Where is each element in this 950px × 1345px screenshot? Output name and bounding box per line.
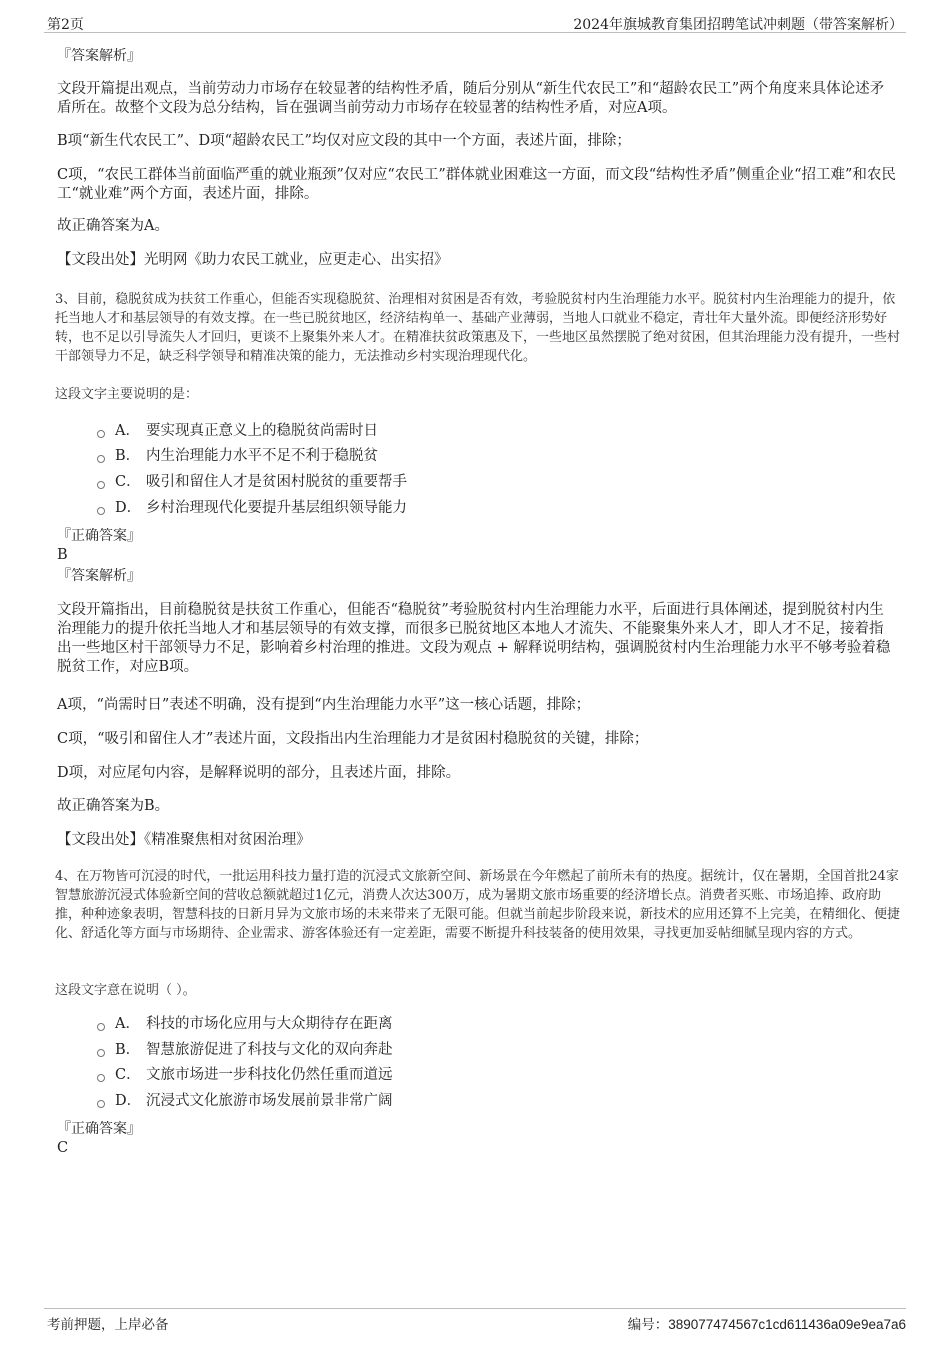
q3-analysis-label: 『答案解析』 — [57, 568, 141, 584]
option-text: 内生治理能力水平不足不利于稳脱贫 — [146, 448, 378, 464]
q3-answer-label: 『正确答案』 — [57, 528, 141, 544]
radio-button-icon[interactable] — [97, 1100, 105, 1108]
q4-stem: 4、在万物皆可沉浸的时代，一批运用科技力量打造的沉浸式文旅新空间、新场景在今年燃起了前所未有的热度。据统计，仅在暑期，全国首批24家智慧旅游沉浸式体验新空间的营收总额就超过1亿元，消费人次达300万，成为暑期文旅市场重要的经济增长点。消费者买账、市场追捧、政府助推，种种迹象表明，智慧科技的日新月异为文旅市场的未来带来了无限可能。但就当前起步阶段来说，新技术的应用还算不上完美，在精细化、便捷化、舒适化等方面与市场期待、企业需求、游客体验还有一定差距，需要不断提升科技装备的使用效果，寻找更加妥帖细腻呈现内容的方式。 — [55, 869, 901, 941]
footer-slogan: 考前押题，上岸必备 — [47, 1317, 169, 1333]
option-text: 乡村治理现代化要提升基层组织领导能力 — [146, 500, 407, 516]
option-text: 文旅市场进一步科技化仍然任重而道远 — [146, 1067, 393, 1083]
radio-button-icon[interactable] — [97, 1074, 105, 1082]
q2-source: 【文段出处】光明网《助力农民工就业，应更走心、出实招》 — [57, 252, 449, 268]
q3-analysis-p2: A项，“尚需时日”表述不明确，没有提到“内生治理能力水平”这一核心话题，排除； — [57, 697, 591, 713]
q3-option-a[interactable]: A． 要实现真正意义上的稳脱贫尚需时日 — [97, 422, 378, 440]
q2-analysis-p1: 文段开篇提出观点，当前劳动力市场存在较显著的结构性矛盾，随后分别从“新生代农民工”和“超龄农民工”两个角度来具体论述矛盾所在。故整个文段为总分结构，旨在强调当前劳动力市场存在较显著的结构性矛盾，对应A项。 — [57, 81, 885, 116]
footer-divider — [44, 1308, 906, 1309]
document-code: 编号：389077474567c1cd611436a09e9ea7a6 — [627, 1317, 906, 1333]
q4-answer-label: 『正确答案』 — [57, 1121, 141, 1137]
q2-analysis-label: 『答案解析』 — [57, 48, 141, 64]
q3-prompt: 这段文字主要说明的是： — [55, 387, 199, 402]
q4-option-b[interactable]: B． 智慧旅游促进了科技与文化的双向奔赴 — [97, 1041, 393, 1059]
q4-prompt: 这段文字意在说明（ ）。 — [55, 983, 196, 998]
q2-analysis-p2: B项“新生代农民工”、D项“超龄农民工”均仅对应文段的其中一个方面，表述片面，排除； — [57, 133, 631, 149]
document-title: 2024年旗城教育集团招聘笔试冲刺题（带答案解析） — [573, 17, 903, 33]
q3-answer: B — [57, 547, 68, 563]
radio-button-icon[interactable] — [97, 507, 105, 515]
radio-button-icon[interactable] — [97, 1023, 105, 1031]
page-number: 第2页 — [47, 17, 84, 33]
q4-option-c[interactable]: C． 文旅市场进一步科技化仍然任重而道远 — [97, 1066, 393, 1084]
q3-conclusion: 故正确答案为B。 — [57, 798, 170, 814]
q3-analysis-p4: D项，对应尾句内容，是解释说明的部分，且表述片面，排除。 — [57, 765, 461, 781]
q3-analysis-p1: 文段开篇指出，目前稳脱贫是扶贫工作重心，但能否“稳脱贫”考验脱贫村内生治理能力水平，后面进行具体阐述，提到脱贫村内生治理能力的提升依托当地人才和基层领导的有效支撑，而很多已脱贫地区本地人才流失、不能聚集外来人才，即人才不足，接着指出一些地区村干部领导力不足，影响着乡村治理的推进。文段为观点 + 解释说明结构，强调脱贫村内生治理能力水平不够考验着稳脱贫工作，对应B项。 — [57, 602, 891, 675]
radio-button-icon[interactable] — [97, 1049, 105, 1057]
q3-stem: 3、目前，稳脱贫成为扶贫工作重心，但能否实现稳脱贫、治理相对贫困是否有效，考验脱贫村内生治理能力水平。脱贫村内生治理能力的提升，依托当地人才和基层领导的有效支撑。在一些已脱贫地区，经济结构单一、基础产业薄弱，当地人口就业不稳定，青壮年大量外流。即便经济形势好转，也不足以引导流失人才回归，更谈不上聚集外来人才。在精准扶贫政策惠及下，一些地区虽然摆脱了绝对贫困，但其治理能力没有提升，一些村干部领导力不足，缺乏科学领导和精准决策的能力，无法推动乡村实现治理现代化。 — [55, 292, 901, 364]
q4-answer: C — [57, 1140, 69, 1156]
option-text: 智慧旅游促进了科技与文化的双向奔赴 — [146, 1042, 393, 1058]
q2-analysis-p3: C项，“农民工群体当前面临严重的就业瓶颈”仅对应“农民工”群体就业困难这一方面，而文段“结构性矛盾”侧重企业“招工难”和农民工“就业难”两个方面，表述片面，排除。 — [57, 167, 896, 202]
q4-option-d[interactable]: D． 沉浸式文化旅游市场发展前景非常广阔 — [97, 1092, 393, 1110]
q3-option-c[interactable]: C． 吸引和留住人才是贫困村脱贫的重要帮手 — [97, 473, 407, 491]
option-text: 沉浸式文化旅游市场发展前景非常广阔 — [146, 1093, 393, 1109]
q3-option-d[interactable]: D． 乡村治理现代化要提升基层组织领导能力 — [97, 499, 407, 517]
option-text: 吸引和留住人才是贫困村脱贫的重要帮手 — [146, 474, 407, 490]
option-text: 要实现真正意义上的稳脱贫尚需时日 — [146, 423, 378, 439]
radio-button-icon[interactable] — [97, 455, 105, 463]
q3-analysis-p3: C项，“吸引和留住人才”表述片面，文段指出内生治理能力才是贫困村稳脱贫的关键，排除； — [57, 731, 649, 747]
q4-option-a[interactable]: A． 科技的市场化应用与大众期待存在距离 — [97, 1015, 393, 1033]
radio-button-icon[interactable] — [97, 481, 105, 489]
q3-option-b[interactable]: B． 内生治理能力水平不足不利于稳脱贫 — [97, 447, 378, 465]
header-divider — [44, 32, 906, 33]
radio-button-icon[interactable] — [97, 430, 105, 438]
q3-source: 【文段出处】《精准聚焦相对贫困治理》 — [57, 832, 311, 848]
option-text: 科技的市场化应用与大众期待存在距离 — [146, 1016, 393, 1032]
q2-conclusion: 故正确答案为A。 — [57, 218, 169, 234]
